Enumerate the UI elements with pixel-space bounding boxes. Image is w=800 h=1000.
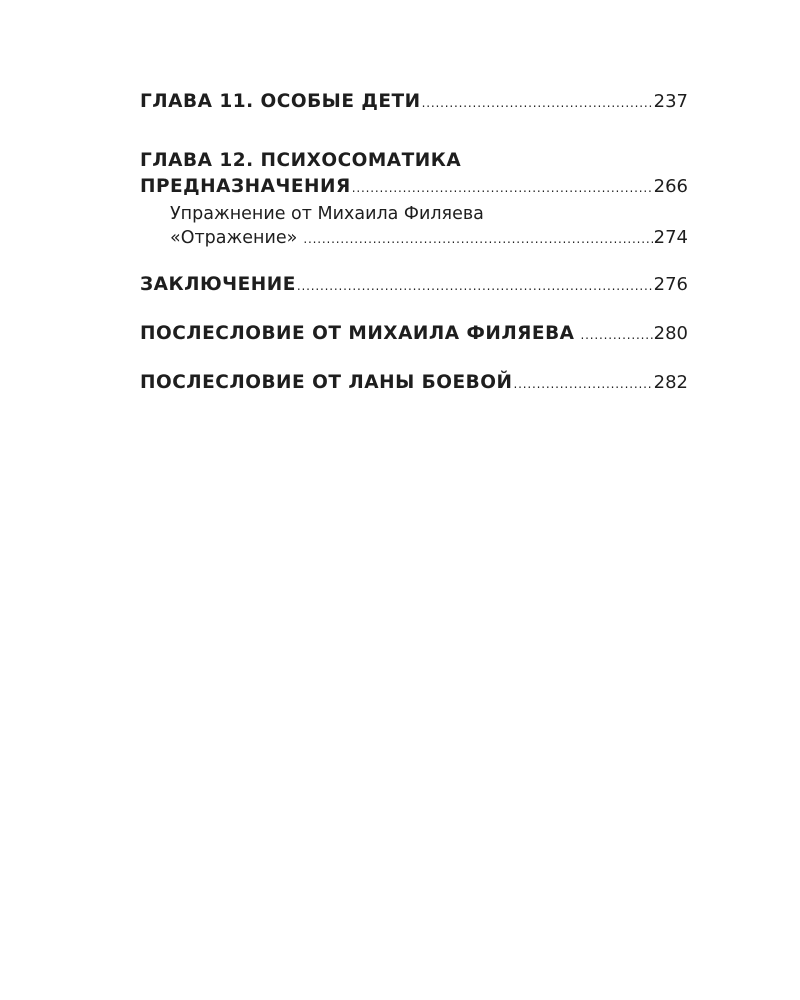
toc-entry-conclusion[interactable] xyxy=(140,272,688,299)
toc-entry-page: 280 xyxy=(653,323,688,344)
toc-entry-afterword-boeva[interactable] xyxy=(140,370,688,397)
dot-leader xyxy=(422,90,653,116)
dot-leader xyxy=(513,371,652,397)
toc-entry-title: ЗАКЛЮЧЕНИЕ xyxy=(140,274,296,295)
toc-entry-title-line1: ГЛАВА 12. ПСИХОСОМАТИКА xyxy=(140,150,462,171)
toc-entry-page: 282 xyxy=(653,372,688,393)
toc-entry-page: 266 xyxy=(653,176,688,197)
toc-entry-chapter-12[interactable] xyxy=(140,148,688,201)
toc-entry-afterword-filyaev[interactable] xyxy=(140,321,688,348)
dot-leader xyxy=(580,322,652,348)
toc-entry-title: ПОСЛЕСЛОВИЕ ОТ ЛАНЫ БОЕВОЙ xyxy=(140,372,513,393)
table-of-contents xyxy=(140,89,688,397)
toc-entry-exercise[interactable] xyxy=(140,202,688,251)
toc-entry-title: ГЛАВА 11. ОСОБЫЕ ДЕТИ xyxy=(140,91,421,112)
dot-leader xyxy=(303,227,652,251)
toc-entry-chapter-11[interactable] xyxy=(140,89,688,116)
toc-entry-page: 237 xyxy=(653,91,688,112)
toc-entry-title-line2: «Отражение» xyxy=(170,228,298,248)
toc-entry-title-line2: ПРЕДНАЗНАЧЕНИЯ xyxy=(140,176,351,197)
dot-leader xyxy=(297,273,653,299)
dot-leader xyxy=(352,175,653,201)
toc-entry-page: 276 xyxy=(653,274,688,295)
toc-entry-title: ПОСЛЕСЛОВИЕ ОТ МИХАИЛА ФИЛЯЕВА xyxy=(140,323,575,344)
toc-entry-page: 274 xyxy=(653,227,688,248)
toc-entry-title-line1: Упражнение от Михаила Филяева xyxy=(170,204,484,224)
